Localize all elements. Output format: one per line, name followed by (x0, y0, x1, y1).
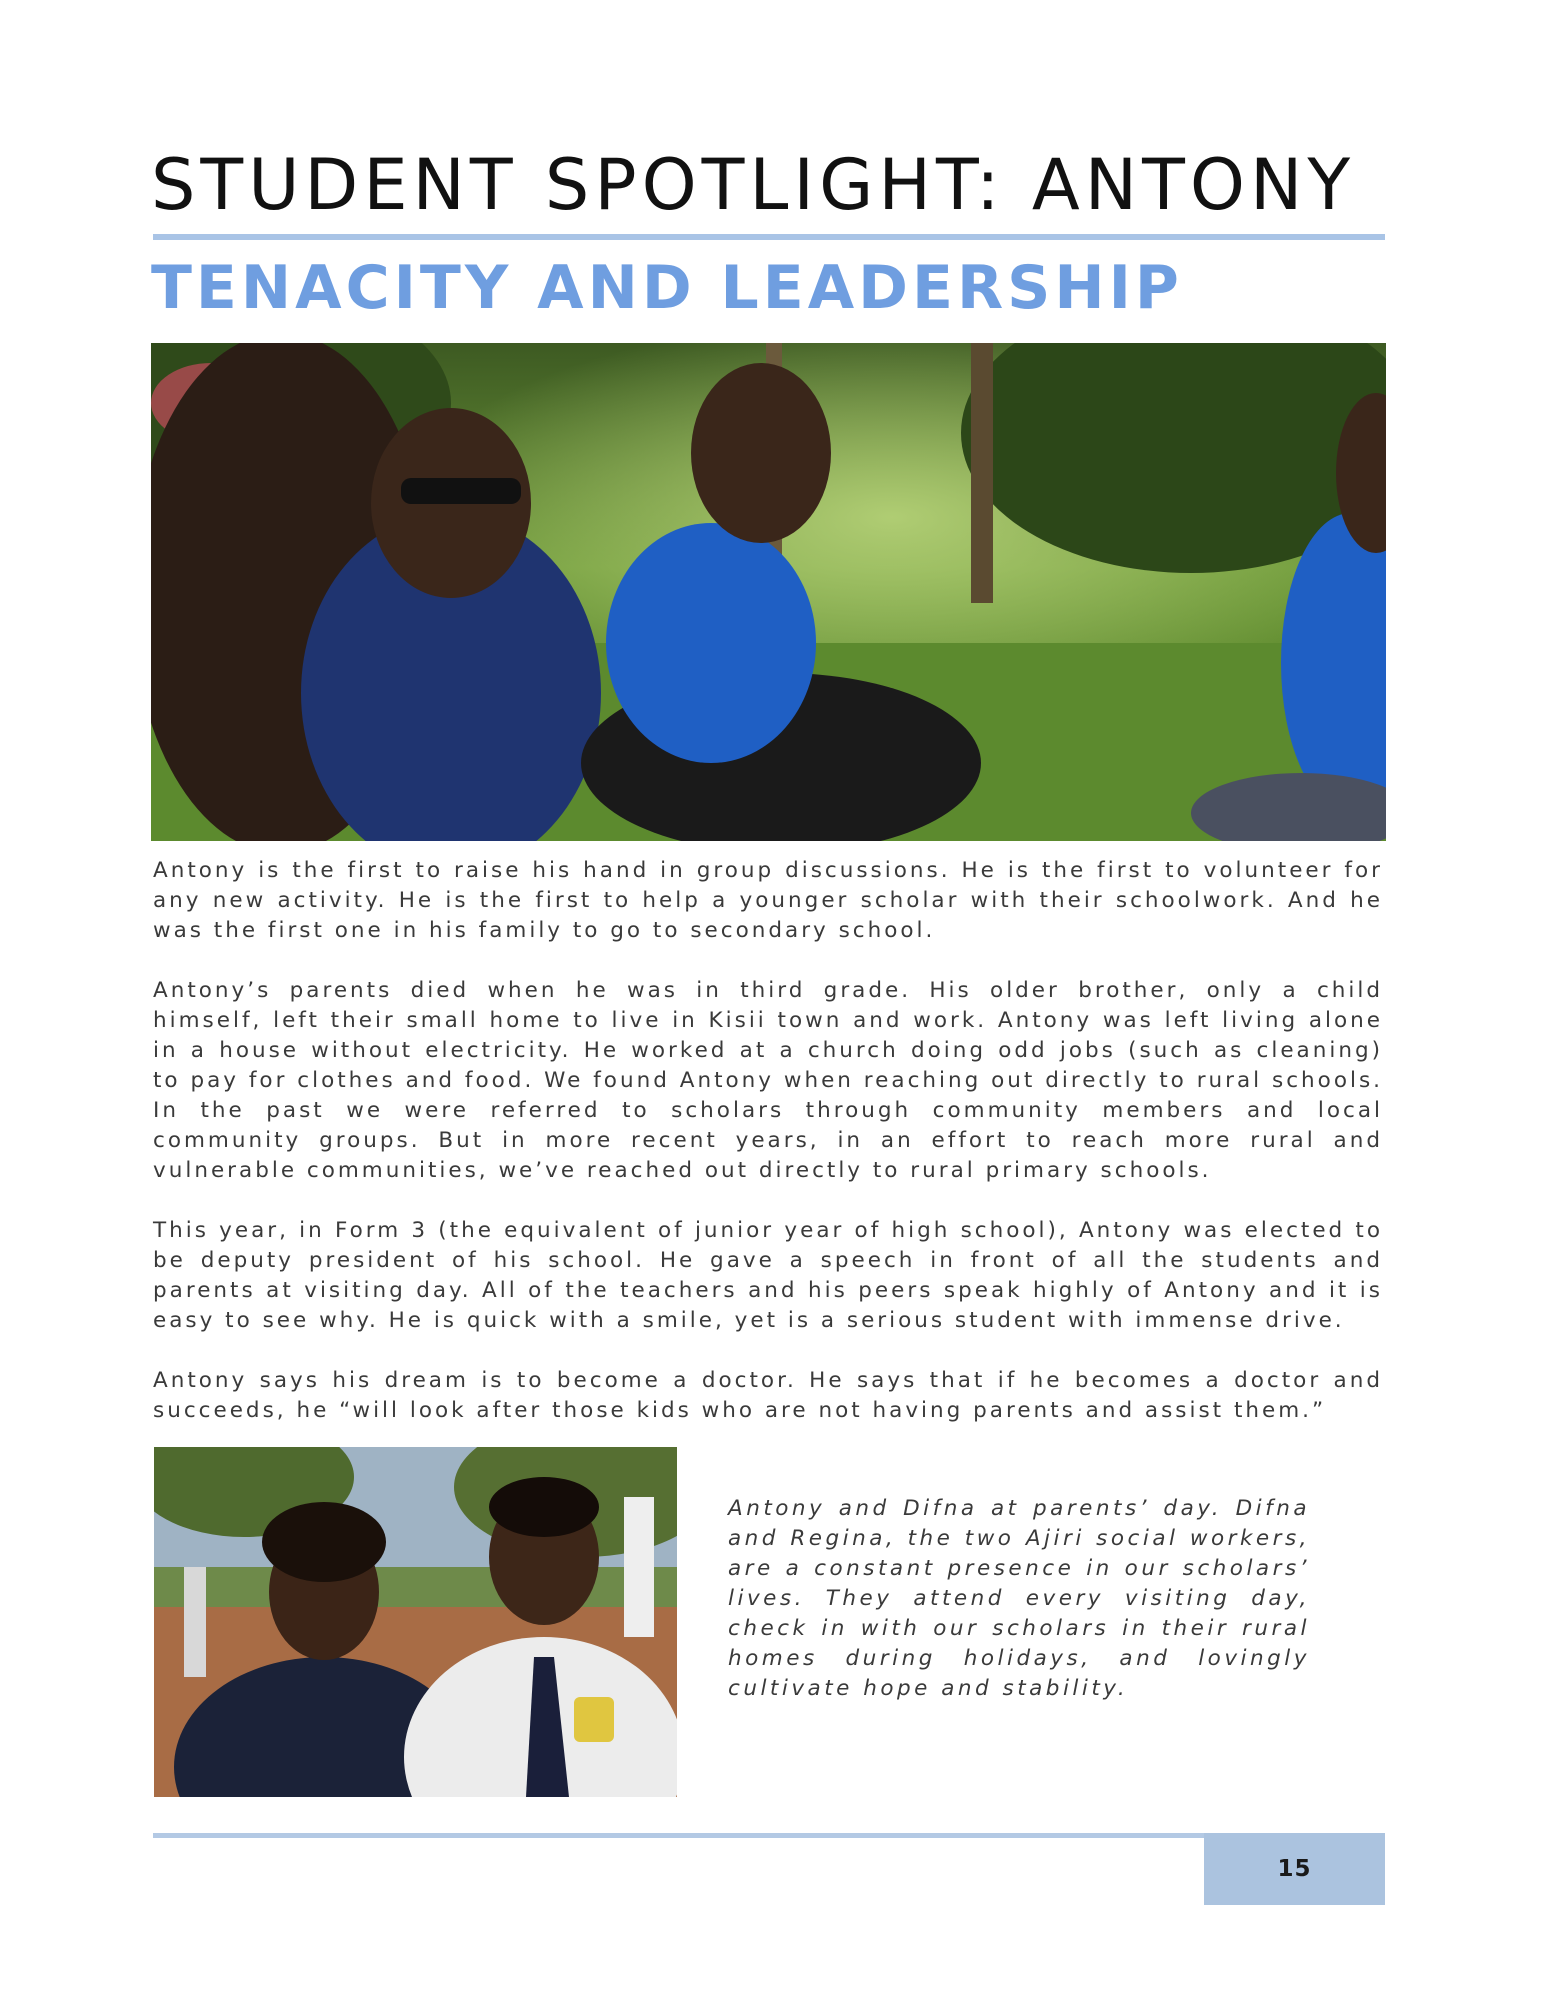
page-subtitle: TENACITY AND LEADERSHIP (151, 253, 1183, 323)
paragraph-3: This year, in Form 3 (the equivalent of junior year of high school), Antony was elected to be deputy president of his school. He gave a speech in front of all the students and parents at visiting day. All of the teachers and his peers speak highly of Antony and it is easy to see why. He is quick with a smile, yet is a serious student with immense drive. (153, 1218, 1383, 1333)
page-number: 15 (1277, 1856, 1312, 1882)
page-number-box (1204, 1833, 1385, 1905)
title-divider (153, 234, 1385, 240)
paragraph-1: Antony is the first to raise his hand in group discussions. He is the first to volunteer for any new activity. He is the first to help a younger scholar with their schoolwork. And he was the first one in his family to go to secondary school. (153, 858, 1383, 943)
photo-caption: Antony and Difna at parents’ day. Difna and Regina, the two Ajiri social workers, are a constant presence in our scholars’ lives. They attend every visiting day, check in with our scholars in their rural homes during holidays, and lovingly cultivate hope and stability. (728, 1496, 1310, 1701)
photo-antony-and-difna (154, 1447, 677, 1797)
paragraph-2: Antony’s parents died when he was in third grade. His older brother, only a child himself, left their small home to live in Kisii town and work. Antony was left living alone in a house without electricity. He worked at a church doing odd jobs (such as cleaning) to pay for clothes and food. We found Antony when reaching out directly to rural schools. In the past we were referred to scholars through community members and local community groups. But in more recent years, in an effort to reach more rural and vulnerable communities, we’ve reached out directly to rural primary schools. (153, 978, 1383, 1183)
paragraph-4: Antony says his dream is to become a doctor. He says that if he becomes a doctor and succeeds, he “will look after those kids who are not having parents and assist them.” (153, 1368, 1383, 1423)
article-body (153, 856, 1383, 1456)
footer-divider (153, 1833, 1385, 1838)
main-photo-students-on-grass (151, 343, 1386, 841)
page-title: STUDENT SPOTLIGHT: ANTONY (151, 144, 1356, 226)
